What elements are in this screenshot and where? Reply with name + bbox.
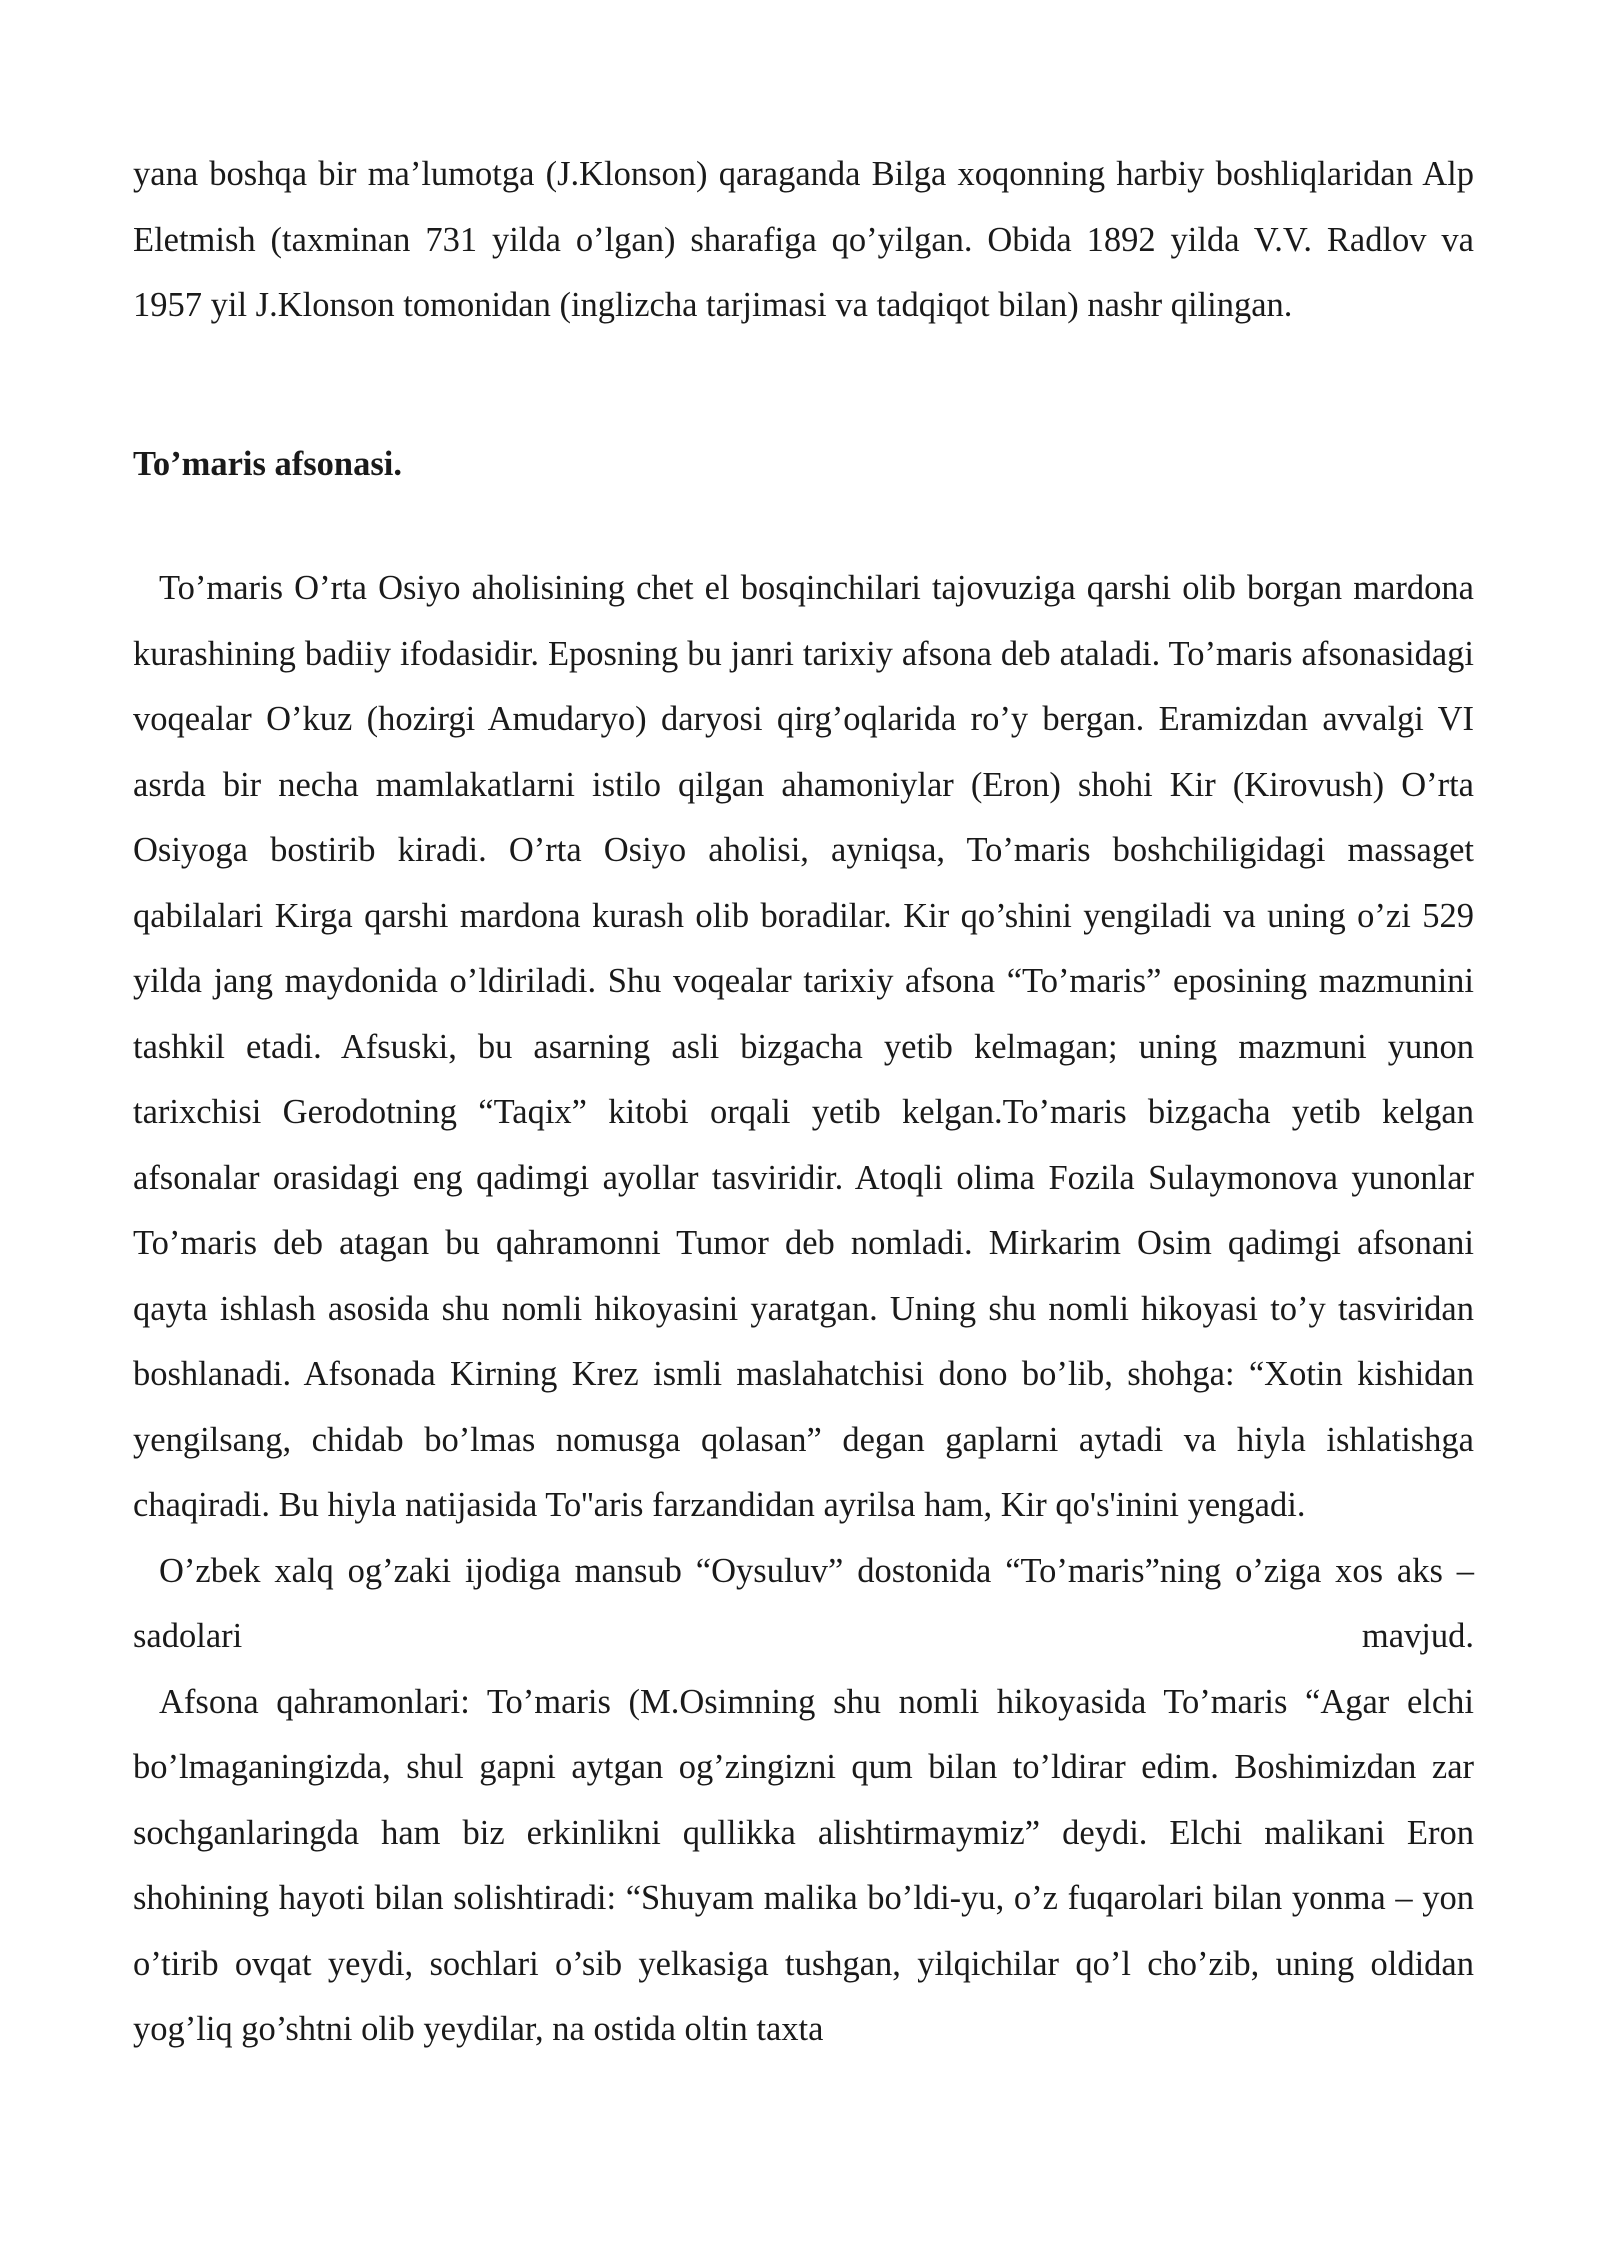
paragraph-text: O’zbek xalq og’zaki ijodiga mansub “Oysuluv” dostonida “To’maris”ning o’ziga xos aks – sadolari mavjud. <box>133 1551 1474 1655</box>
paragraph-text: yana boshqa bir ma’lumotga (J.Klonson) qaraganda Bilga xoqonning harbiy boshliqlaridan Alp Eletmish (taxminan 731 yilda o’lgan) sharafiga qo’yilgan. Obida 1892 yilda V.V. Radlov va 1957 yil J.Klonson tomonidan (inglizcha tarjimasi va tadqiqot bilan) nashr qilingan. <box>133 155 1474 324</box>
paragraph-text: Afsona qahramonlari: To’maris (M.Osimning shu nomli hikoyasida To’maris “Agar elchi bo’lmaganingizda, shul gapni aytgan og’zingizni qum bilan to’ldirar edim. Boshimizdan zar sochganlaringda ham biz erkinlikni qullikka alishtirmaymiz” deydi. Elchi malikani Eron shohining hayoti bilan solishtiradi: “Shuyam malika bo’ldi-yu, o’z fuqarolari bilan yonma – yon o’tirib ovqat yeydi, sochlari o’sib yelkasiga tushgan, yilqichilar qo’l cho’zib, uning oldidan yog’liq go’shtni olib yeydilar, na ostida oltin taxta <box>133 1682 1474 2048</box>
paragraph-text: To’maris O’rta Osiyo aholisining chet el bosqinchilari tajovuziga qarshi olib borgan mardona kurashining badiiy ifodasidir. Eposning bu janri tarixiy afsona deb ataladi. To’maris afsonasidagi voqealar O’kuz (hozirgi Amudaryo) daryosi qirg’oqlarida ro’y bergan. Eramizdan avvalgi VI asrda bir necha mamlakatlarni istilo qilgan ahamoniylar (Eron) shohi Kir (Kirovush) O’rta Osiyoga bostirib kiradi. O’rta Osiyo aholisi, ayniqsa, To’maris boshchiligidagi massaget qabilalari Kirga qarshi mardona kurash olib boradilar. Kir qo’shini yengiladi va uning o’zi 529 yilda jang maydonida o’ldiriladi. Shu voqealar tarixiy afsona “To’maris” eposining mazmunini tashkil etadi. Afsuski, bu asarning asli bizgacha yetib kelmagan; uning mazmuni yunon tarixchisi Gerodotning “Taqix” kitobi orqali yetib kelgan.To’maris bizgacha yetib kelgan afsonalar orasidagi eng qadimgi ayollar tasviridir. Atoqli olima Fozila Sulaymonova yunonlar To’maris deb atagan bu qahramonni Tumor deb nomladi. Mirkarim Osim qadimgi afsonani qayta ishlash asosida shu nomli hikoyasini yaratgan. Uning shu nomli hikoyasi to’y tasviridan boshlanadi. Afsonada Kirning Krez ismli maslahatchisi dono bo’lib, shohga: “Xotin kishidan yengilsang, chidab bo’lmas nomusga qolasan” degan gaplarni aytadi va hiyla ishlatishga chaqiradi. Bu hiyla natijasida To''aris farzandidan ayrilsa ham, Kir qo's'inini yengadi. <box>133 569 1474 1524</box>
paragraph-tomaris <box>133 556 1474 2063</box>
section-heading <box>133 432 1474 498</box>
heading-text: To’maris afsonasi. <box>133 445 403 483</box>
paragraph-intro <box>133 142 1474 339</box>
